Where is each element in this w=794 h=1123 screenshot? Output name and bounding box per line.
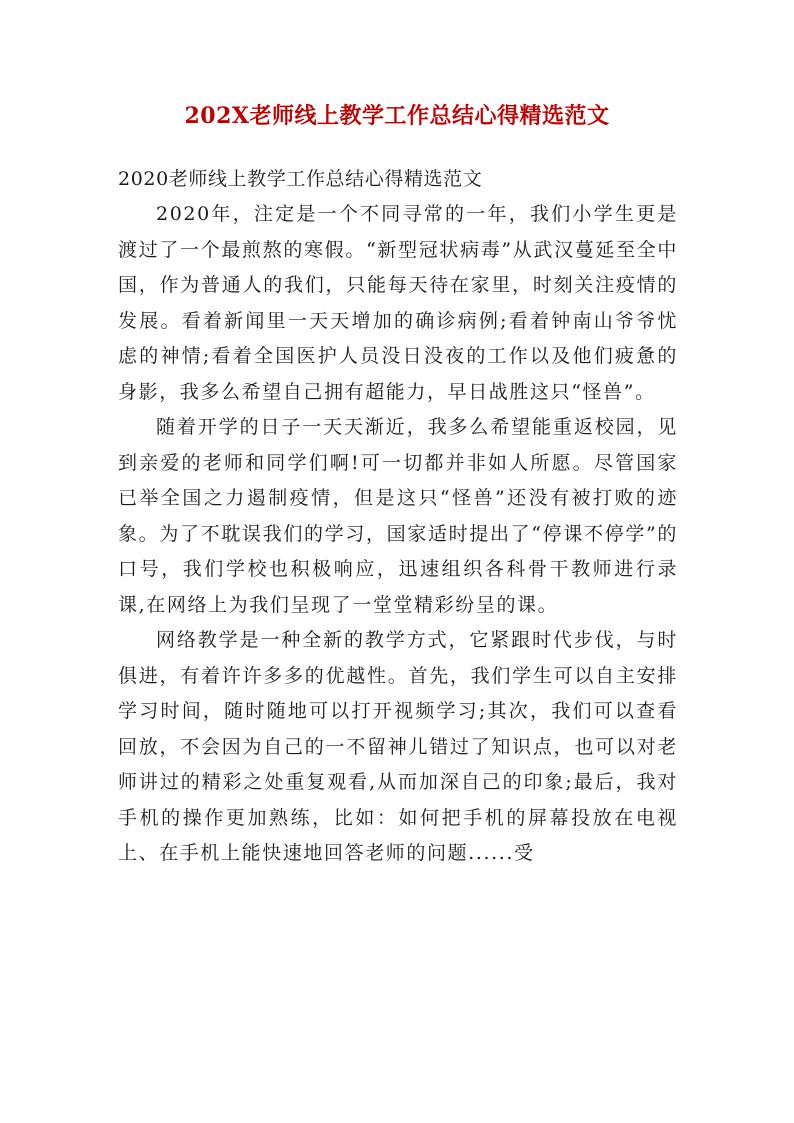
paragraph-3: 网络教学是一种全新的教学方式，它紧跟时代步伐，与时俱进，有着许许多多的优越性。首先，我们学生可以自主安排学习时间，随时随地可以打开视频学习;其次，我们可以查看回放，不会因为自己的一不留神儿错过了知识点，也可以对老师讲过的精彩之处重复观看,从而加深自己的印象;最后，我对手机的操作更加熟练，比如：如何把手机的屏幕投放在电视上、在手机上能快速地回答老师的问题......受: [118, 629, 678, 864]
document-subtitle: 2020老师线上教学工作总结心得精选范文: [118, 168, 483, 190]
paragraph-1: 2020年，注定是一个不同寻常的一年，我们小学生更是渡过了一个最煎熬的寒假。“新型冠状病毒”从武汉蔓延至全中国，作为普通人的我们，只能每天待在家里，时刻关注疫情的发展。看着新闻里一天天增加的确诊病例;看着钟南山爷爷忧虑的神情;看着全国医护人员没日没夜的工作以及他们疲惫的身影，我多么希望自己拥有超能力，早日战胜这只“怪兽”。: [118, 203, 678, 403]
document-title: 202X老师线上教学工作总结心得精选范文: [184, 103, 610, 129]
paragraph-2: 随着开学的日子一天天渐近，我多么希望能重返校园，见到亲爱的老师和同学们啊!可一切都并非如人所愿。尽管国家已举全国之力遏制疫情，但是这只“怪兽”还没有被打败的迹象。为了不耽误我们的学习，国家适时提出了“停课不停学”的口号，我们学校也积极响应，迅速组织各科骨干教师进行录课,在网络上为我们呈现了一堂堂精彩纷呈的课。: [118, 416, 678, 616]
document-body: [118, 161, 678, 872]
